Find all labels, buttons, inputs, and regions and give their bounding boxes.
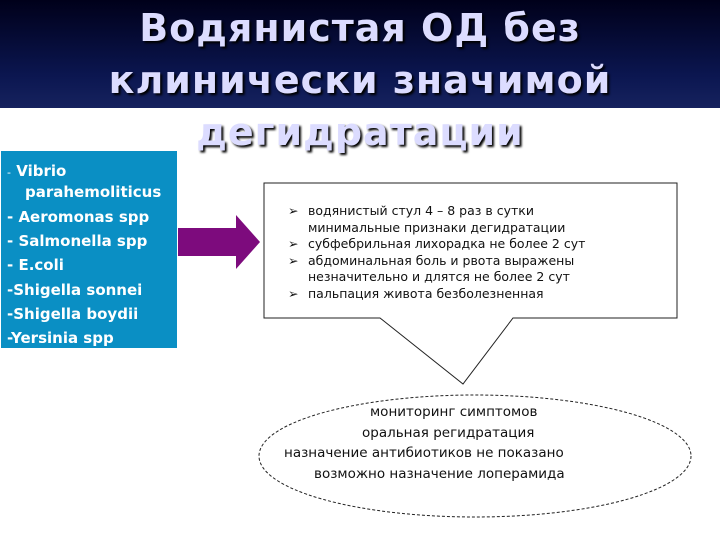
symptom-text: субфебрильная лихорадка не более 2 сут: [308, 236, 586, 251]
symptom-text: незначительно и длятся не более 2 сут: [308, 269, 570, 284]
pathogen-item: -Shigella sonnei: [7, 281, 143, 299]
pathogen-list-box: [1, 151, 177, 348]
symptom-item: [288, 253, 678, 270]
symptom-text: водянистый стул 4 – 8 раз в сутки: [308, 203, 534, 218]
symptom-item: [288, 286, 678, 303]
pathogen-name: Vibrio: [16, 162, 67, 180]
title-line: дегидратации: [196, 110, 524, 154]
management-list: [262, 402, 690, 484]
symptom-text: минимальные признаки дегидратации: [308, 219, 566, 235]
arrow-bullet-icon: ➢: [288, 203, 299, 218]
arrow-bullet-icon: ➢: [288, 236, 299, 251]
pathogen-item: [7, 161, 66, 183]
management-item: назначение антибиотиков не показано: [284, 445, 564, 461]
arrow-bullet-icon: ➢: [288, 252, 299, 268]
list-dash: -: [7, 166, 11, 179]
symptom-item: [288, 203, 678, 220]
pathogen-item: - E.coli: [7, 256, 64, 274]
right-arrow-icon: [178, 212, 262, 272]
symptom-item: [288, 220, 678, 237]
management-item: возможно назначение лоперамида: [314, 465, 565, 482]
title-line: Водянистая ОД без: [139, 6, 581, 50]
symptom-text: абдоминальная боль и рвота выражены: [308, 252, 575, 268]
symptom-item: [288, 269, 678, 286]
title-line: клинически значимой: [108, 58, 612, 102]
pathogen-item: -Yersinia spp: [7, 329, 114, 347]
pathogen-item: - Aeromonas spp: [7, 208, 150, 226]
arrow-bullet-icon: ➢: [288, 285, 299, 301]
symptom-text: пальпация живота безболезненная: [308, 285, 544, 301]
pathogen-item: parahemoliticus: [25, 183, 162, 201]
slide-title: [0, 2, 720, 158]
management-item: мониторинг симптомов: [370, 404, 538, 420]
symptoms-list: [288, 203, 678, 302]
pathogen-item: - Salmonella spp: [7, 232, 148, 250]
symptom-item: [288, 236, 678, 253]
pathogen-item: -Shigella boydii: [7, 305, 139, 323]
title-banner: [0, 0, 720, 154]
management-item: оральная регидратация: [362, 424, 535, 441]
